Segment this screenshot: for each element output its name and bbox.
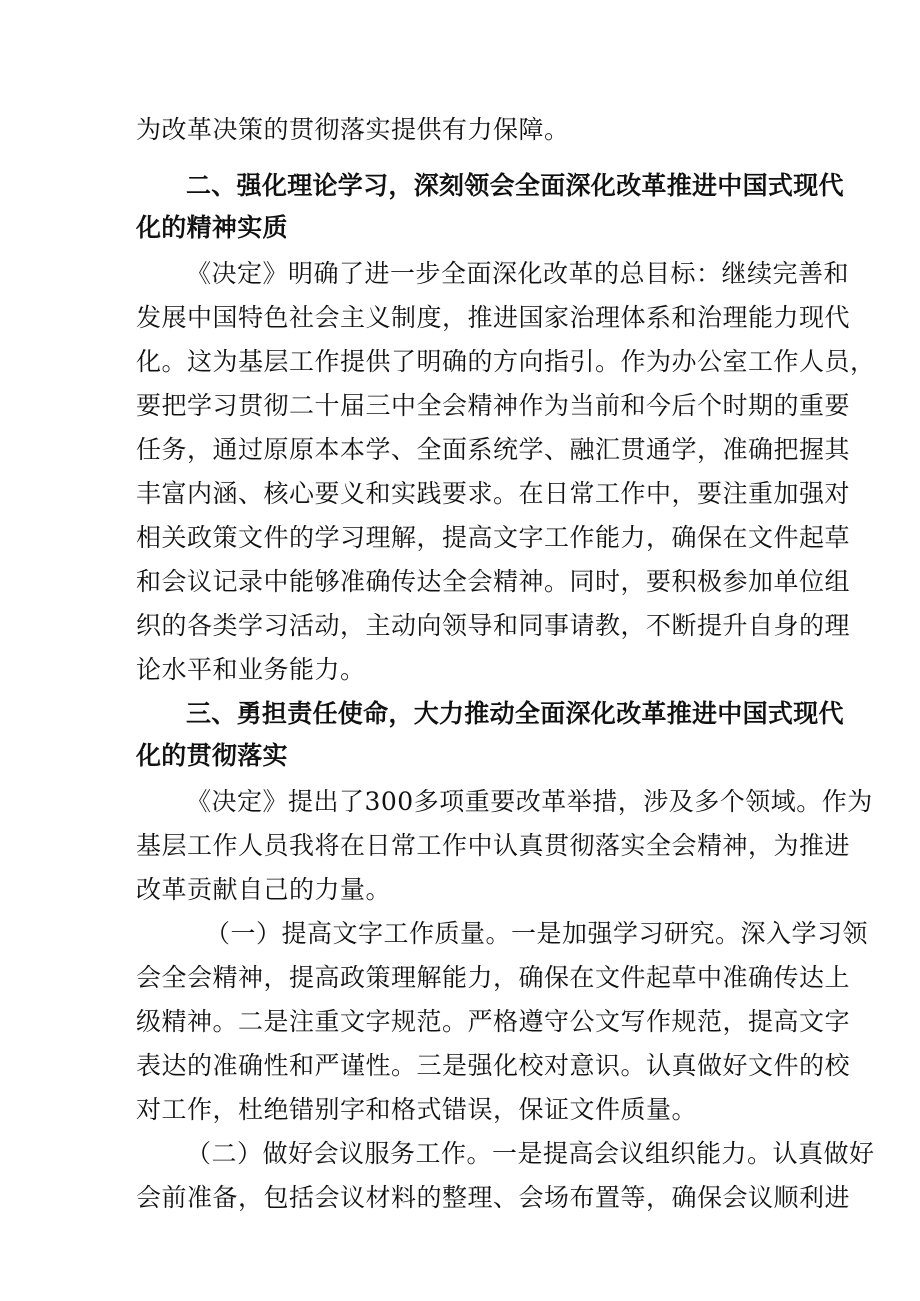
section-heading-2-cont: 化的精神实质 xyxy=(136,213,288,242)
paragraph-line: 为改革决策的贯彻落实提供有力保障。 xyxy=(136,115,570,144)
paragraph-line: 相关政策文件的学习理解，提高文字工作能力，确保在文件起草 xyxy=(136,523,851,552)
paragraph-line: 论水平和业务能力。 xyxy=(136,655,366,684)
paragraph-line: 发展中国特色社会主义制度，推进国家治理体系和治理能力现代 xyxy=(136,303,851,332)
paragraph-line: 和会议记录中能够准确传达全会精神。同时，要积极参加单位组 xyxy=(136,567,851,596)
section-heading-3-cont: 化的贯彻落实 xyxy=(136,741,288,770)
paragraph-line: 《决定》提出了300多项重要改革举措，涉及多个领域。作为 xyxy=(186,787,873,816)
paragraph-line: 织的各类学习活动，主动向领导和同事请教，不断提升自身的理 xyxy=(136,611,851,640)
paragraph-line: 丰富内涵、核心要义和实践要求。在日常工作中，要注重加强对 xyxy=(136,479,851,508)
paragraph-line: 要把学习贯彻二十届三中全会精神作为当前和今后个时期的重要 xyxy=(136,391,851,420)
paragraph-line: 改革贡献自己的力量。 xyxy=(136,875,392,904)
subsection-line: （一）提高文字工作质量。一是加强学习研究。深入学习领 xyxy=(205,919,869,948)
subsection-line: （二）做好会议服务工作。一是提高会议组织能力。认真做好 xyxy=(186,1139,875,1168)
paragraph-line: 会全会精神，提高政策理解能力，确保在文件起草中准确传达上 xyxy=(136,963,851,992)
paragraph-line: 化。这为基层工作提供了明确的方向指引。作为办公室工作人员， xyxy=(136,347,876,376)
paragraph-line: 《决定》明确了进一步全面深化改革的总目标：继续完善和 xyxy=(186,259,850,288)
paragraph-line: 表达的准确性和严谨性。三是强化校对意识。认真做好文件的校 xyxy=(136,1051,851,1080)
paragraph-line: 级精神。二是注重文字规范。严格遵守公文写作规范，提高文字 xyxy=(136,1007,851,1036)
paragraph-line: 基层工作人员我将在日常工作中认真贯彻落实全会精神，为推进 xyxy=(136,831,851,860)
paragraph-line: 对工作，杜绝错别字和格式错误，保证文件质量。 xyxy=(136,1095,698,1124)
paragraph-line: 任务，通过原原本本学、全面系统学、融汇贯通学，准确把握其 xyxy=(136,435,851,464)
paragraph-line: 会前准备，包括会议材料的整理、会场布置等，确保会议顺利进 xyxy=(136,1183,851,1212)
section-heading-3: 三、勇担责任使命，大力推动全面深化改革推进中国式现代 xyxy=(186,699,844,728)
section-heading-2: 二、强化理论学习，深刻领会全面深化改革推进中国式现代 xyxy=(186,171,844,200)
